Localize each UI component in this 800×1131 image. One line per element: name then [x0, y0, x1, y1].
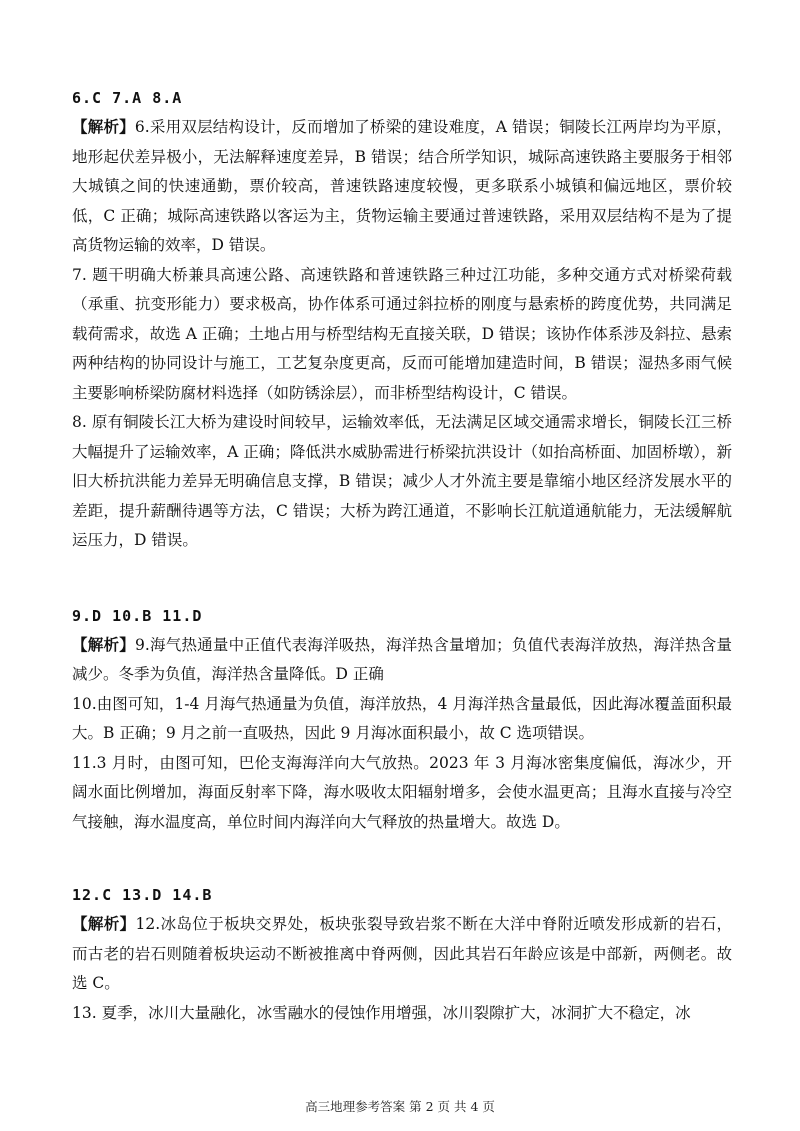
analysis-tag: 【解析】: [72, 914, 136, 933]
page-footer: 高三地理参考答案 第 2 页 共 4 页: [305, 1099, 495, 1114]
explanation-11: 11.3 月时，由图可知，巴伦支海海洋向大气放热。2023 年 3 月海冰密集度偏低，海冰少，开阔水面比例增加，海面反射率下降，海水吸收太阳辐射增多，会使水温更高；且海水直接与冷空气接触，海水温度高，单位时间内海洋向大气释放的热量增大。故选 D。: [72, 753, 732, 831]
explanation-9-text: 9.海气热通量中正值代表海洋吸热，海洋热含量增加；负值代表海洋放热，海洋热含量减少。冬季为负值，海洋热含量降低。D 正确: [72, 635, 732, 683]
explanation-8: 8. 原有铜陵长江大桥为建设时间较早，运输效率低，无法满足区域交通需求增长，铜陵长江三桥大幅提升了运输效率，A 正确；降低洪水威胁需进行桥梁抗洪设计（如抬高桥面、加固桥墩），新旧大桥抗洪能力差异无明确信息支撑，B 错误；减少人才外流主要是靠缩小地区经济发展水平的差距，提升薪酬待遇等方法，C 错误；大桥为跨江通道，不影响长江航道通航能力，无法缓解航运压力，D 错误。: [72, 413, 732, 549]
explanation-13: 13. 夏季，冰川大量融化，冰雪融水的侵蚀作用增强，冰川裂隙扩大，冰洞扩大不稳定，冰: [72, 1003, 691, 1022]
explanation-6-text: 6.采用双层结构设计，反而增加了桥梁的建设难度，A 错误；铜陵长江两岸均为平原，地形起伏差异极小，无法解释速度差异，B 错误；结合所学知识，城际高速铁路主要服务于相邻大城镇之间的快速通勤，票价较高，普速铁路速度较慢，更多联系小城镇和偏远地区，票价较低，C 正确；城际高速铁路以客运为主，货物运输主要通过普速铁路，采用双层结构不是为了提高货物运输的效率，D 错误。: [72, 118, 732, 254]
section-9-11: [72, 602, 732, 838]
explanation-7: 7. 题干明确大桥兼具高速公路、高速铁路和普速铁路三种过江功能，多种交通方式对桥梁荷载（承重、抗变形能力）要求极高，协作体系可通过斜拉桥的刚度与悬索桥的跨度优势，共同满足载荷需求，故选 A 正确；土地占用与桥型结构无直接关联，D 错误；该协作体系涉及斜拉、悬索两种结构的协同设计与施工，工艺复杂度更高，反而可能增加建造时间，B 错误；湿热多雨气候主要影响桥梁防腐材料选择（如防锈涂层），而非桥型结构设计，C 错误。: [72, 265, 732, 402]
answer-key-9-11: 9.D 10.B 11.D: [72, 606, 203, 625]
answer-key-6-8: 6.C 7.A 8.A: [72, 89, 183, 107]
analysis-tag: 【解析】: [72, 117, 135, 136]
explanation-10: 10.由图可知，1-4 月海气热通量为负值，海洋放热，4 月海洋热含量最低，因此海冰覆盖面积最大。B 正确；9 月之前一直吸热，因此 9 月海冰面积最小，故 C 选项错误。: [72, 694, 732, 742]
explanation-12-text: 12.冰岛位于板块交界处，板块张裂导致岩浆不断在大洋中脊附近喷发形成新的岩石，而古老的岩石则随着板块运动不断被推离中脊两侧，因此其岩石年龄应该是中部新，两侧老。故选 C。: [72, 915, 732, 992]
section-6-8: [72, 84, 732, 556]
analysis-tag: 【解析】: [72, 634, 135, 654]
explanation-12: [72, 909, 732, 999]
answer-key-12-14: 12.C 13.D 14.B: [72, 886, 213, 904]
explanation-6: [72, 112, 732, 261]
explanation-9: [72, 630, 732, 690]
section-gap: [72, 837, 732, 881]
answer-content: [72, 84, 732, 1028]
section-gap: [72, 556, 732, 602]
section-12-14: [72, 881, 732, 1028]
